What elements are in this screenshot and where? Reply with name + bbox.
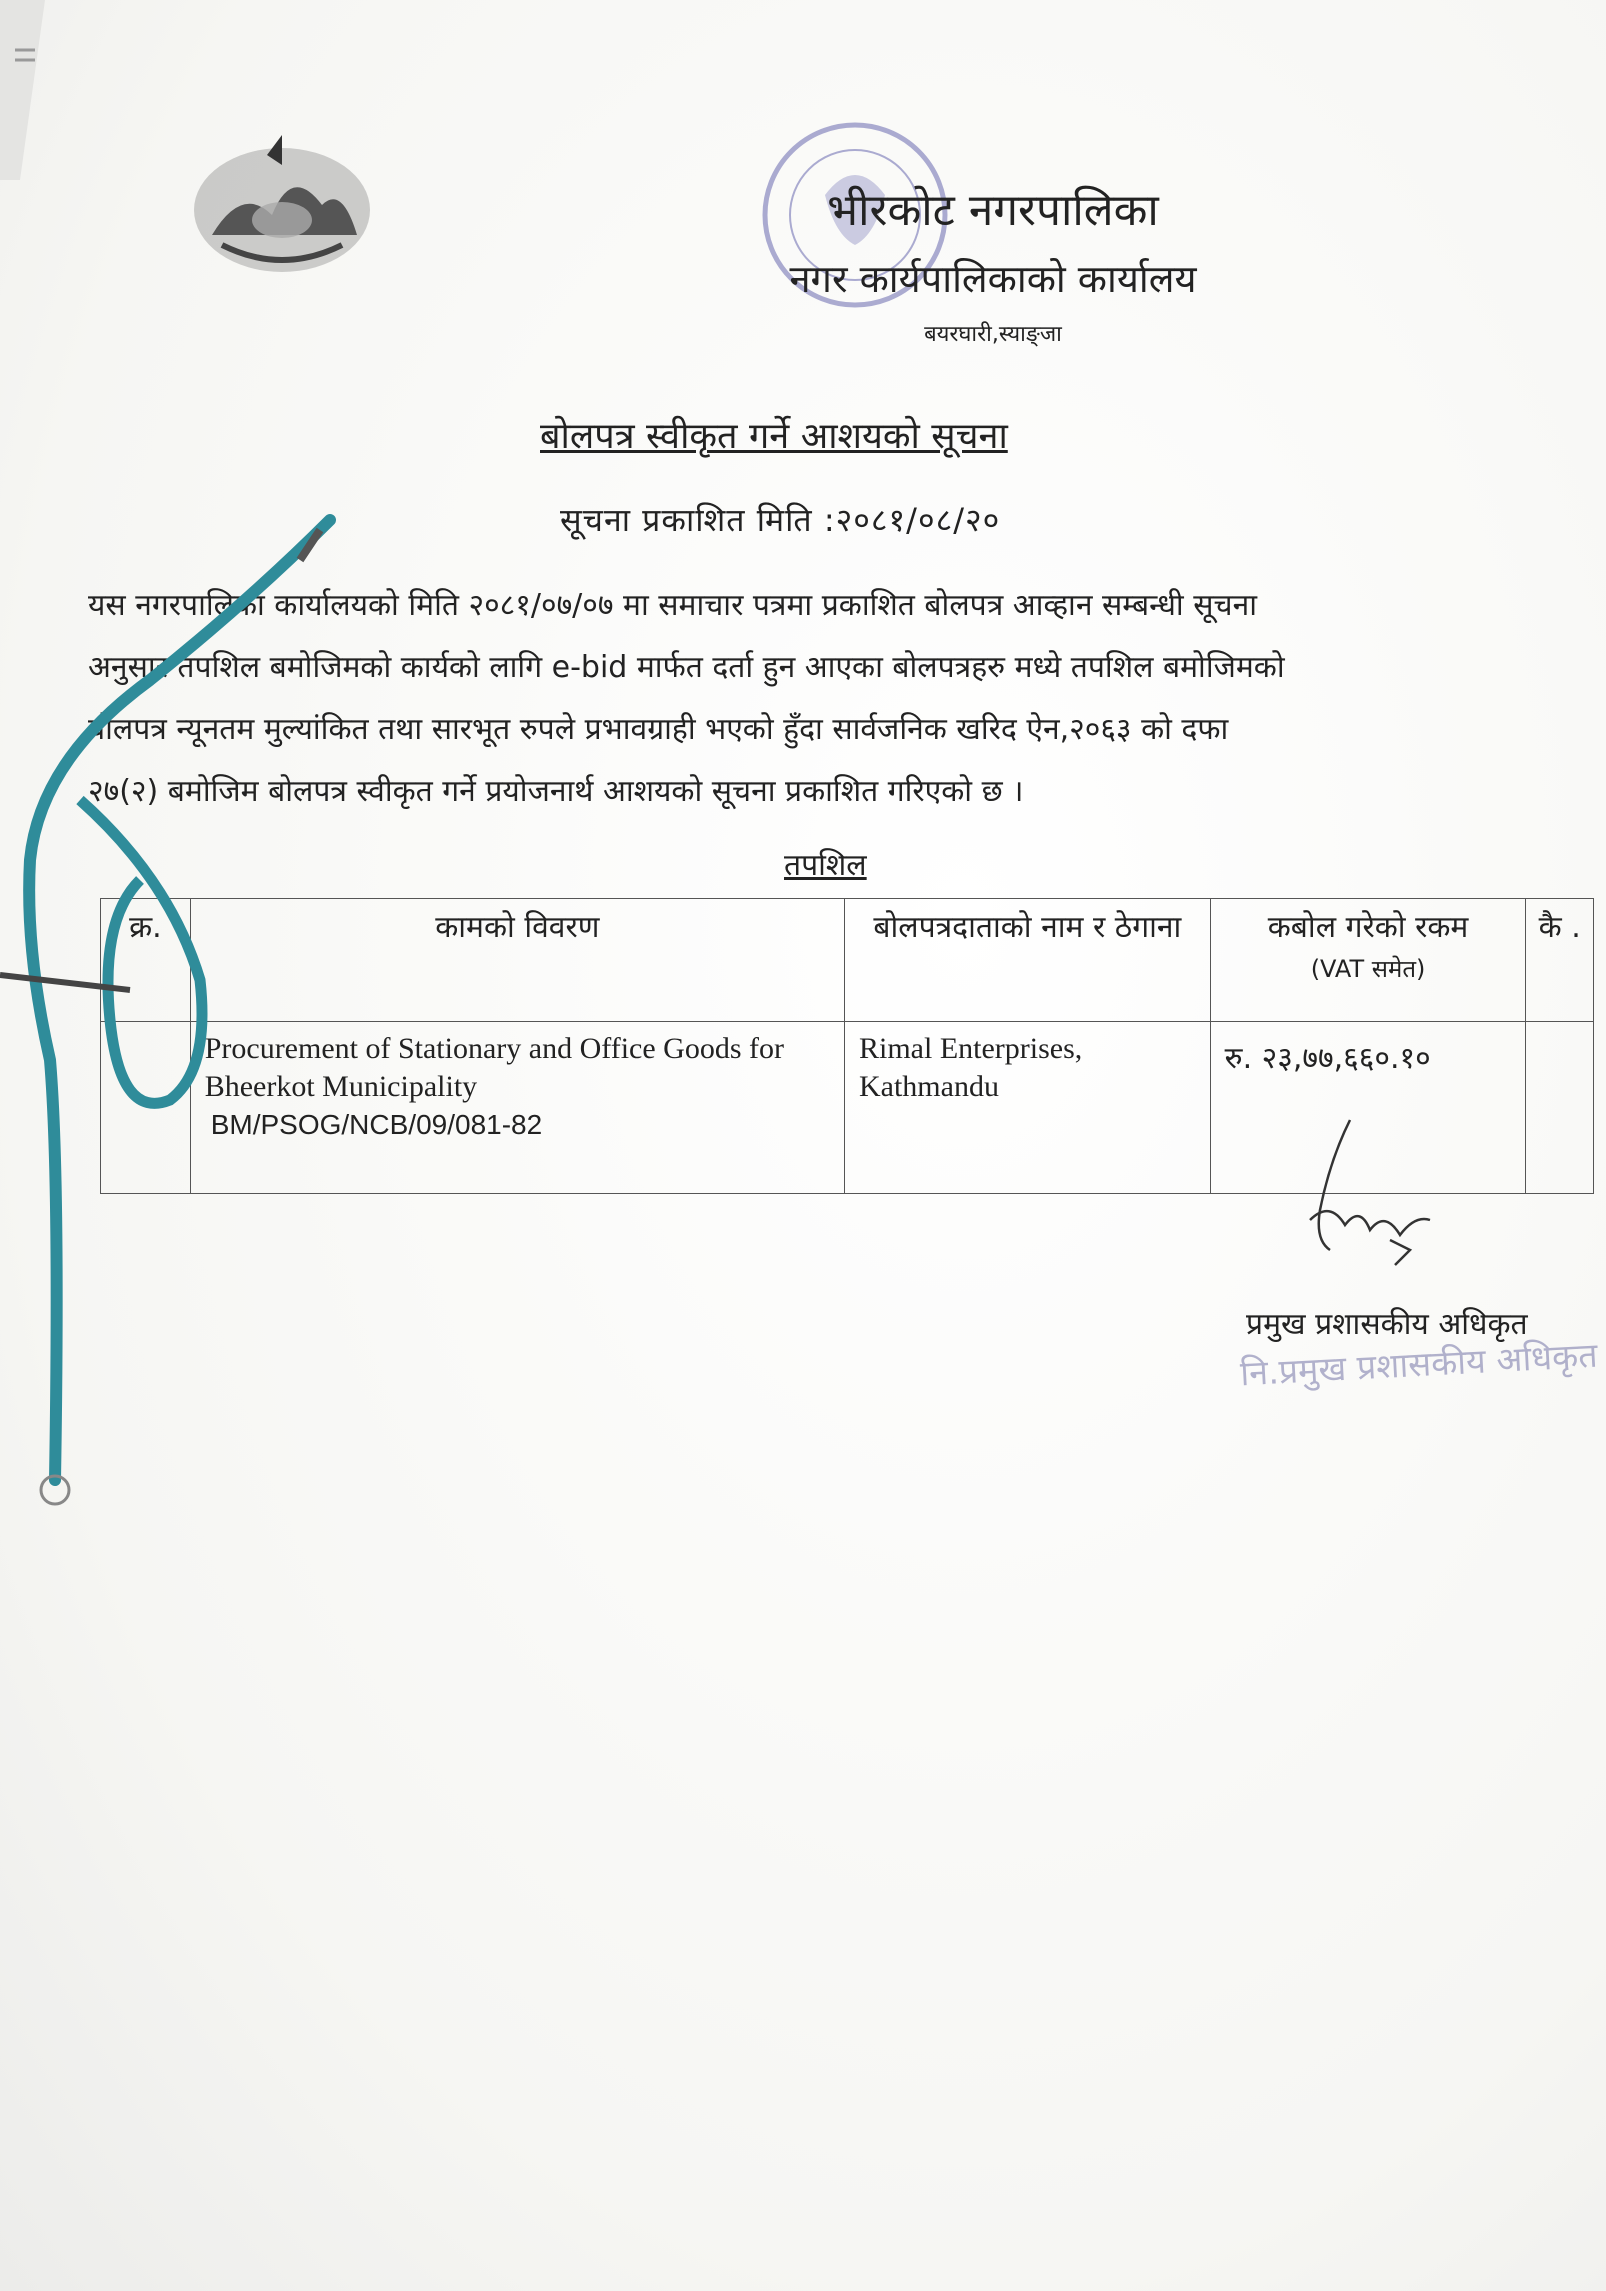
binder-clip-icon: [0, 0, 60, 180]
header-sn: क्र.: [101, 899, 191, 1022]
office-address: बयरघारी,स्याङ्जा: [924, 322, 1062, 347]
body-line: बोलपत्र न्यूनतम मुल्यांकित तथा सारभूत रुपले प्रभावग्राही भएको हुँदा सार्वजनिक खरिद ऐन,२०६३ को दफा: [88, 712, 1229, 747]
cell-amount: रु. २३,७७,६६०.१०: [1210, 1022, 1526, 1194]
bidder-address: Kathmandu: [858, 1070, 999, 1103]
office-name: नगर कार्यपालिकाको कार्यालय: [789, 257, 1197, 301]
header-work: कामको विवरण: [190, 899, 844, 1022]
binding-string-icon: [0, 500, 360, 1550]
body-line: २७(२) बमोजिम बोलपत्र स्वीकृत गर्ने प्रयोजनार्थ आशयको सूचना प्रकाशित गरिएको छ ।: [88, 774, 1024, 809]
header-amount-label: कबोल गरेको रकम: [1267, 910, 1469, 945]
header-remarks: कै .: [1526, 899, 1594, 1022]
body-line: अनुसार तपशिल बमोजिमको कार्यको लागि e-bid मार्फत दर्ता हुन आएका बोलपत्रहरु मध्ये तपशिल बमोजिमको: [88, 650, 1285, 685]
notice-title: बोलपत्र स्वीकृत गर्ने आशयको सूचना: [540, 416, 1008, 457]
body-line: यस नगरपालिका कार्यालयको मिति २०८१/०७/०७ मा समाचार पत्रमा प्रकाशित बोलपत्र आव्हान सम्बन्धी सूचना: [88, 588, 1257, 623]
schedule-heading: तपशिल: [784, 848, 867, 883]
work-line: Procurement of Stationary and Office Goods for: [204, 1032, 784, 1065]
bidder-name: Rimal Enterprises,: [858, 1032, 1083, 1065]
officer-stamp: नि.प्रमुख प्रशासकीय अधिकृत: [1239, 1335, 1599, 1395]
work-line: Bheerkot Municipality: [204, 1070, 478, 1103]
publication-date: सूचना प्रकाशित मिति :२०८१/०८/२०: [560, 501, 1001, 539]
header-amount-sub: (VAT समेत): [1310, 955, 1426, 983]
cell-bidder: [844, 1022, 1210, 1194]
signature-icon: [1290, 1100, 1460, 1270]
header-amount: [1210, 899, 1526, 1022]
officer-designation: प्रमुख प्रशासकीय अधिकृत: [1246, 1307, 1528, 1342]
cell-remarks: [1526, 1022, 1594, 1194]
work-code: BM/PSOG/NCB/09/081-82: [210, 1109, 543, 1140]
header-bidder: बोलपत्रदाताको नाम र ठेगाना: [844, 899, 1210, 1022]
municipality-name: भीरकोट नगरपालिका: [827, 185, 1159, 236]
